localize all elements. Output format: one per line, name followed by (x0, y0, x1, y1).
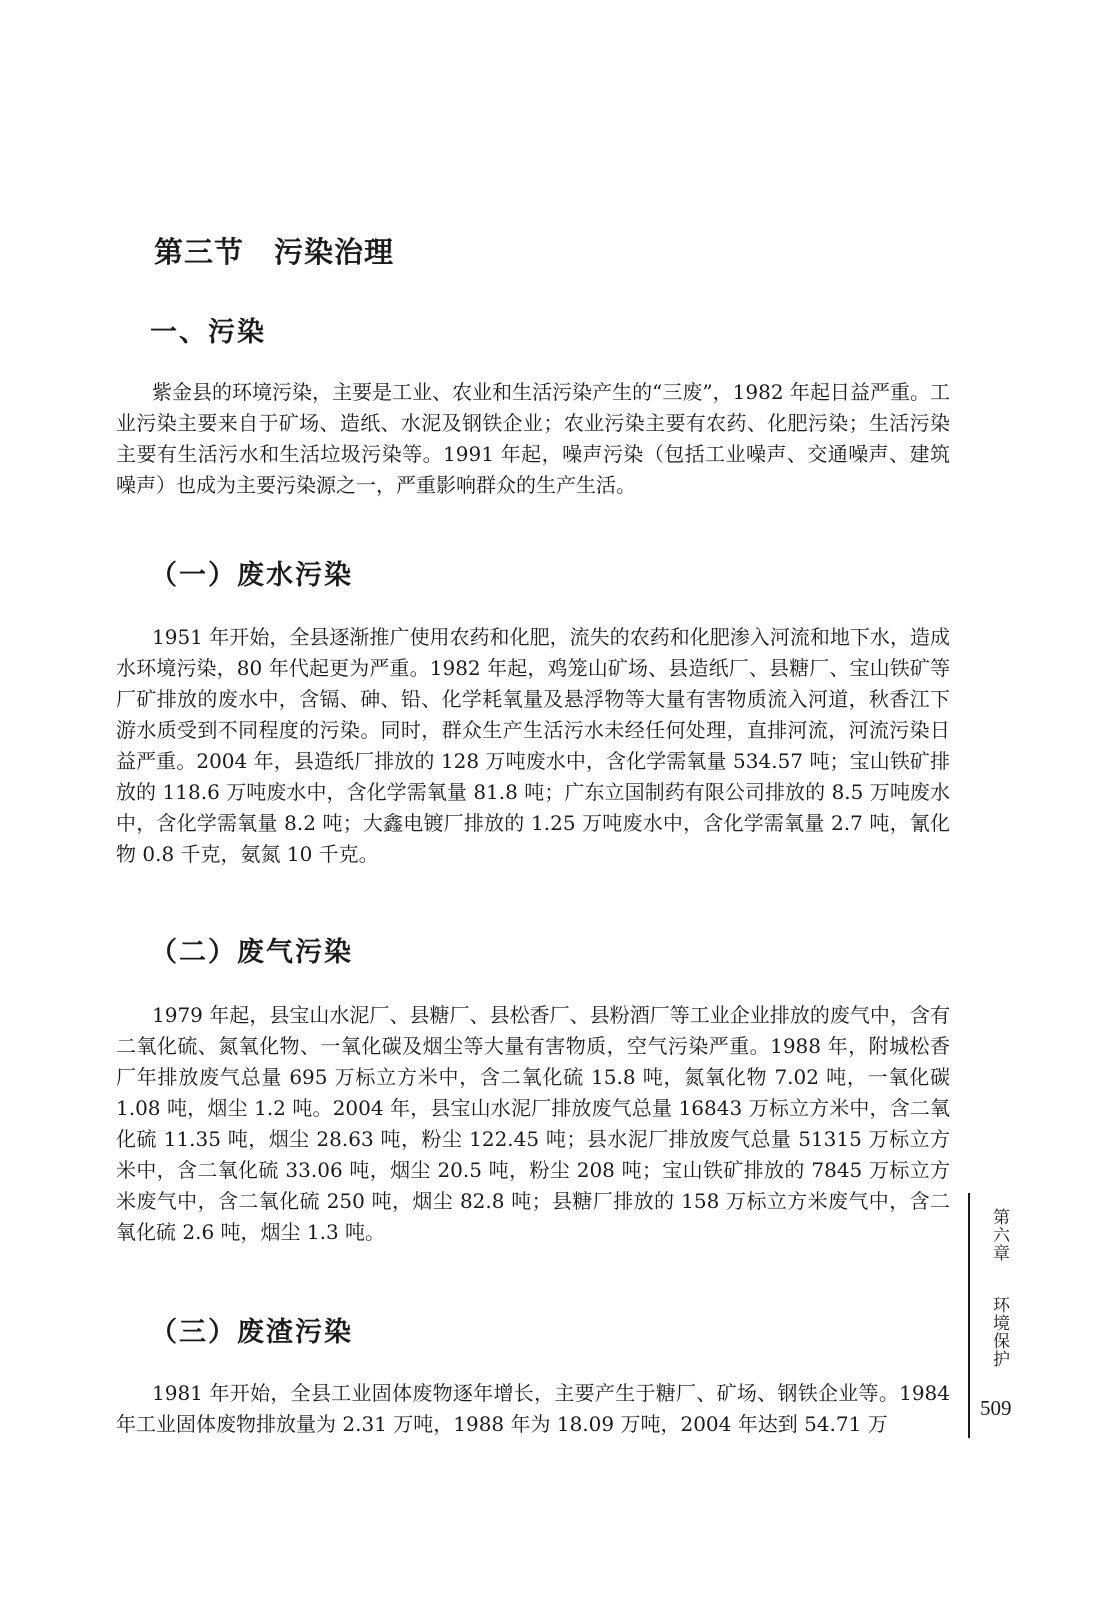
margin-rule (968, 1193, 970, 1438)
wastewater-heading: （一）废水污染 (150, 560, 353, 591)
margin-chapter-label: 第六章 (989, 1208, 1009, 1262)
waste-residue-heading: （三）废渣污染 (150, 1317, 353, 1348)
margin-topic-label: 环境保护 (989, 1296, 1009, 1368)
wastewater-paragraph: 1951 年开始，全县逐渐推广使用农药和化肥，流失的农药和化肥渗入河流和地下水，造成水环境污染，80 年代起更为严重。1982 年起，鸡笼山矿场、县造纸厂、县糖厂、宝山铁矿等厂矿排放的废水中，含镉、砷、铅、化学耗氧量及悬浮物等大量有害物质流入河道，秋香江下游水质受到不同程度的污染。同时，群众生产生活污水未经任何处理，直排河流，河流污染日益严重。2004 年，县造纸厂排放的 128 万吨废水中，含化学需氧量 534.57 吨；宝山铁矿排放的 118.6 万吨废水中，含化学需氧量 81.8 吨；广东立国制药有限公司排放的 8.5 万吨废水中，含化学需氧量 8.2 吨；大鑫电镀厂排放的 1.25 万吨废水中，含化学需氧量 2.7 吨，氰化物 0.8 千克，氨氮 10 千克。 (116, 625, 950, 866)
waste-gas-heading: （二）废气污染 (150, 937, 353, 968)
section-title: 第三节 污染治理 (154, 235, 395, 269)
pollution-heading: 一、污染 (150, 317, 266, 348)
page-number: 509 (980, 1396, 1012, 1420)
waste-gas-paragraph: 1979 年起，县宝山水泥厂、县糖厂、县松香厂、县粉酒厂等工业企业排放的废气中，含有二氧化硫、氮氧化物、一氧化碳及烟尘等大量有害物质，空气污染严重。1988 年，附城松香厂年排放废气总量 695 万标立方米中，含二氧化硫 15.8 吨，氮氧化物 7.02 吨，一氧化碳 1.08 吨，烟尘 1.2 吨。2004 年，县宝山水泥厂排放废气总量 16843 万标立方米中，含二氧化硫 11.35 吨，烟尘 28.63 吨，粉尘 122.45 吨；县水泥厂排放废气总量 51315 万标立方米中，含二氧化硫 33.06 吨，烟尘 20.5 吨，粉尘 208 吨；宝山铁矿排放的 7845 万标立方米废气中，含二氧化硫 250 吨，烟尘 82.8 吨；县糖厂排放的 158 万标立方米废气中，含二氧化硫 2.6 吨，烟尘 1.3 吨。 (116, 1003, 950, 1244)
waste-residue-paragraph: 1981 年开始，全县工业固体废物逐年增长，主要产生于糖厂、矿场、钢铁企业等。1984 年工业固体废物排放量为 2.31 万吨，1988 年为 18.09 万吨，2004 年达到 54.71 万 (116, 1381, 950, 1436)
pollution-intro-paragraph: 紫金县的环境污染，主要是工业、农业和生活污染产生的“三废”，1982 年起日益严重。工业污染主要来自于矿场、造纸、水泥及钢铁企业；农业污染主要有农药、化肥污染；生活污染主要有生活污水和生活垃圾污染等。1991 年起，噪声污染（包括工业噪声、交通噪声、建筑噪声）也成为主要污染源之一，严重影响群众的生产生活。 (116, 380, 950, 497)
